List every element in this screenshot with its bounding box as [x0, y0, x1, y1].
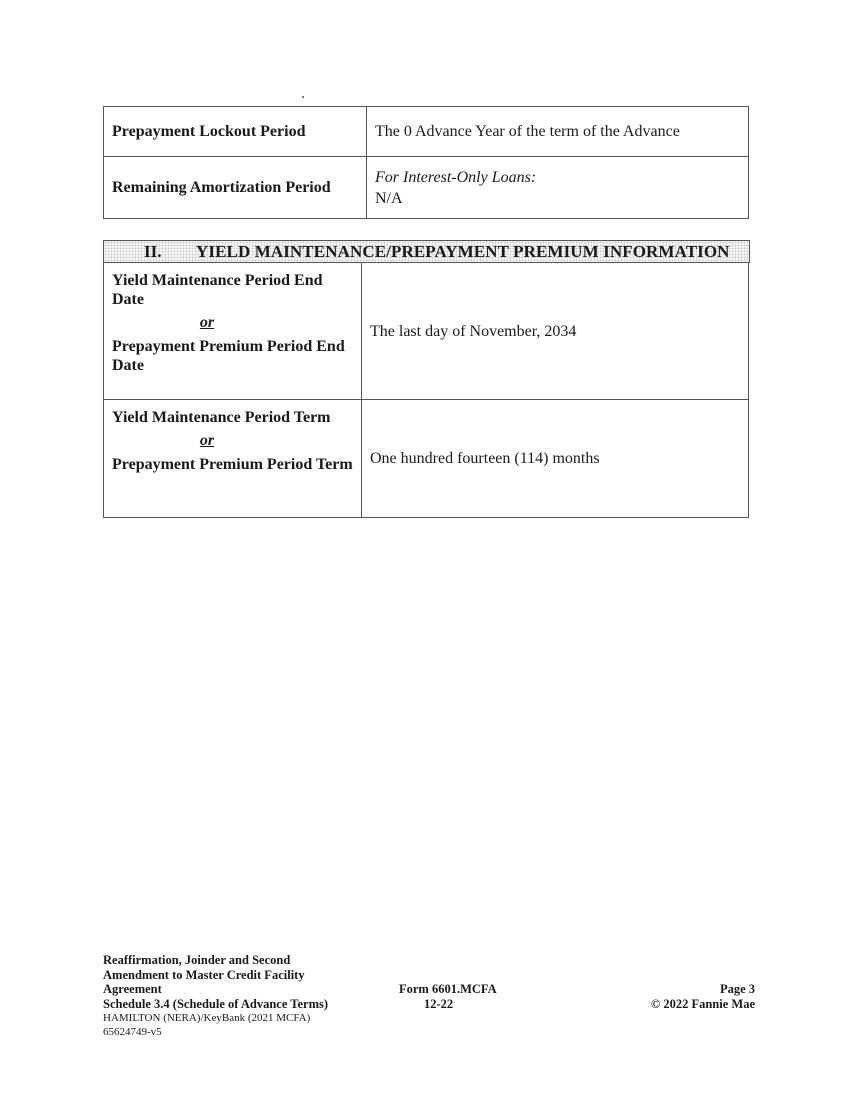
yield-maintenance-term-label: Yield Maintenance Period Term: [112, 409, 331, 426]
remaining-amortization-value: [367, 157, 749, 219]
prepayment-lockout-label: Prepayment Lockout Period: [104, 107, 367, 157]
footer-title-line: Reaffirmation, Joinder and Second: [103, 953, 291, 967]
or-connector: or: [199, 432, 215, 449]
section-title: YIELD MAINTENANCE/PREPAYMENT PREMIUM INFORMATION: [196, 242, 730, 261]
remaining-amortization-label: Remaining Amortization Period: [104, 157, 367, 219]
table-row: [104, 157, 749, 219]
footer-page-info: [555, 982, 755, 1011]
page-footer: [103, 953, 758, 1038]
footer-copyright: © 2022 Fannie Mae: [650, 996, 755, 1011]
footer-revision: 12-22: [424, 996, 454, 1011]
footer-form-number: Form 6601.MCFA: [399, 982, 497, 996]
end-date-label-cell: [104, 263, 362, 400]
prepayment-premium-end-date-label: Prepayment Premium Period End Date: [112, 338, 345, 374]
yield-maintenance-end-date-label: Yield Maintenance Period End Date: [112, 272, 323, 308]
or-connector: or: [199, 314, 215, 331]
footer-page-number: Page 3: [719, 982, 755, 996]
yield-maintenance-table: [103, 262, 749, 518]
term-label-cell: [104, 400, 362, 518]
footer-title-line: Amendment to Master Credit Facility: [103, 967, 305, 982]
table-row: [104, 263, 749, 400]
footer-document-info: [103, 953, 363, 1039]
footer-title-line: Agreement: [103, 982, 162, 996]
table-row: [104, 107, 749, 157]
footer-matter: HAMILTON (NERA)/KeyBank (2021 MCFA): [103, 1012, 311, 1024]
amortization-value: N/A: [375, 189, 403, 207]
term-value: One hundred fourteen (114) months: [362, 400, 749, 518]
section-header: [103, 240, 750, 263]
footer-schedule: Schedule 3.4 (Schedule of Advance Terms): [103, 996, 329, 1011]
prepayment-premium-term-label: Prepayment Premium Period Term: [112, 456, 353, 473]
footer-doc-id: 65624749-v5: [103, 1026, 162, 1038]
interest-only-caption: For Interest-Only Loans:: [375, 168, 537, 186]
footer-form-info: [399, 982, 519, 1011]
advance-terms-table: [103, 106, 749, 219]
stray-mark: [302, 96, 304, 98]
table-row: [104, 400, 749, 518]
section-number: II.: [144, 242, 162, 261]
end-date-value: The last day of November, 2034: [362, 263, 749, 400]
prepayment-lockout-value: The 0 Advance Year of the term of the Advance: [367, 107, 749, 157]
